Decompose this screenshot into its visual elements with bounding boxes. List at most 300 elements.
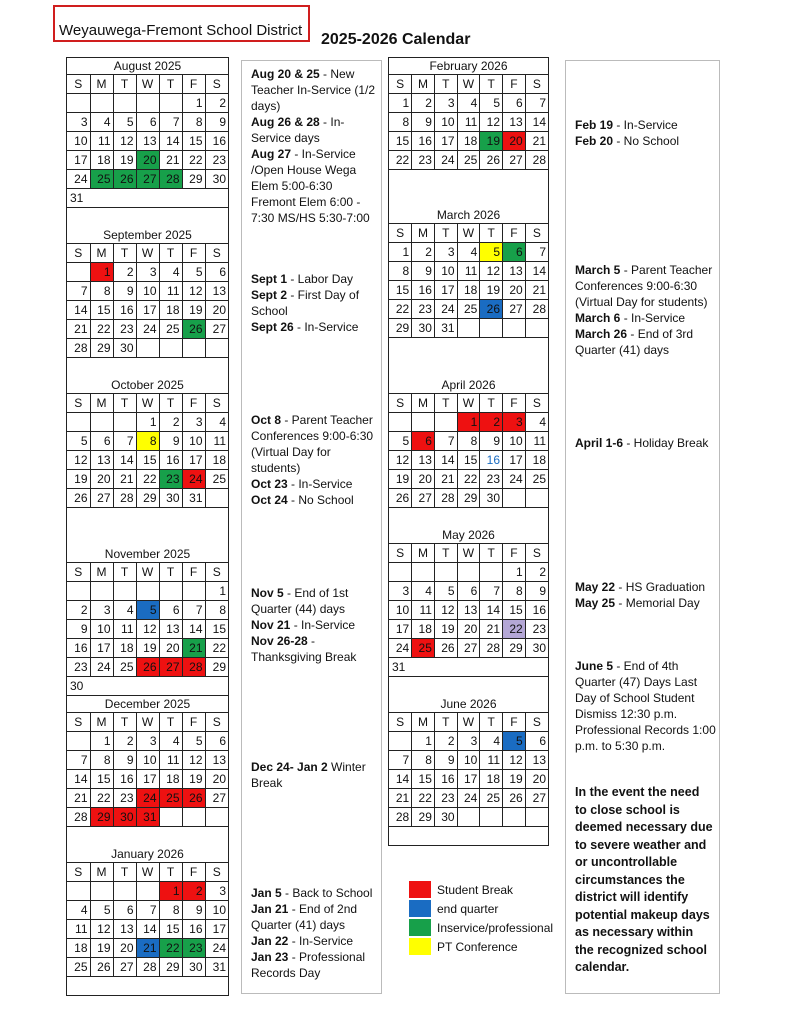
day-cell: 17 — [389, 620, 412, 639]
day-cell: 3 — [389, 582, 412, 601]
note-date: March 6 — [575, 311, 621, 325]
day-cell: 9 — [434, 751, 457, 770]
day-cell: 28 — [113, 489, 136, 508]
day-cell: 25 — [90, 170, 113, 189]
weekday-label: T — [480, 394, 503, 413]
note-entry — [251, 633, 379, 665]
day-cell: 16 — [159, 451, 182, 470]
month-title: September 2025 — [67, 227, 228, 244]
day-cell: 23 — [434, 789, 457, 808]
weekday-label: W — [457, 713, 480, 732]
weekday-header-row — [389, 224, 548, 243]
week-row — [67, 339, 228, 358]
notes-jun — [575, 658, 717, 754]
note-text: - In-Service — [287, 477, 353, 491]
day-cell: 9 — [412, 113, 435, 132]
day-cell: 28 — [67, 808, 90, 827]
week-row — [389, 563, 548, 582]
empty-cell — [503, 319, 526, 338]
week-row — [67, 939, 228, 958]
empty-cell — [205, 489, 228, 508]
week-row — [389, 770, 548, 789]
day-cell: 3 — [67, 113, 90, 132]
day-cell: 13 — [525, 751, 548, 770]
day-cell: 5 — [136, 601, 159, 620]
month-grid — [389, 394, 548, 508]
day-cell: 31 — [389, 658, 548, 677]
month-block-apr — [389, 377, 548, 508]
empty-cell — [136, 582, 159, 601]
day-cell: 27 — [457, 639, 480, 658]
weekday-label: W — [136, 75, 159, 94]
weekday-label: S — [67, 394, 90, 413]
day-cell: 13 — [205, 282, 228, 301]
day-cell: 28 — [67, 339, 90, 358]
weekday-label: F — [503, 224, 526, 243]
month-title: November 2025 — [67, 546, 228, 563]
day-cell: 20 — [525, 770, 548, 789]
day-cell: 22 — [182, 151, 205, 170]
day-cell: 5 — [182, 732, 205, 751]
empty-cell — [136, 339, 159, 358]
weekday-label: W — [457, 394, 480, 413]
day-cell: 12 — [136, 620, 159, 639]
day-cell: 14 — [434, 451, 457, 470]
day-cell: 9 — [205, 113, 228, 132]
day-cell: 16 — [434, 770, 457, 789]
day-cell: 27 — [205, 320, 228, 339]
day-cell: 31 — [136, 808, 159, 827]
weekday-label: S — [525, 224, 548, 243]
month-block-sep — [67, 227, 228, 358]
week-row — [389, 489, 548, 508]
week-row — [389, 620, 548, 639]
note-date: Aug 26 & 28 — [251, 115, 320, 129]
month-grid — [67, 75, 228, 208]
week-row — [67, 901, 228, 920]
day-cell: 30 — [113, 339, 136, 358]
day-cell: 7 — [434, 432, 457, 451]
day-cell: 8 — [90, 751, 113, 770]
day-cell: 11 — [67, 920, 90, 939]
week-row — [67, 113, 228, 132]
week-row — [389, 94, 548, 113]
day-cell: 8 — [90, 282, 113, 301]
weekday-label: S — [67, 563, 90, 582]
day-cell: 21 — [525, 281, 548, 300]
day-cell: 21 — [136, 939, 159, 958]
empty-cell — [67, 732, 90, 751]
note-date: Jan 5 — [251, 886, 282, 900]
day-cell: 7 — [113, 432, 136, 451]
week-row — [389, 789, 548, 808]
day-cell: 30 — [182, 958, 205, 977]
note-text: - In-Service — [293, 320, 359, 334]
week-row — [389, 751, 548, 770]
note-date: Aug 27 — [251, 147, 292, 161]
day-cell: 15 — [90, 770, 113, 789]
day-cell: 25 — [205, 470, 228, 489]
day-cell: 18 — [412, 620, 435, 639]
week-row — [67, 170, 228, 189]
day-cell: 12 — [113, 132, 136, 151]
weekday-label: F — [182, 863, 205, 882]
day-cell: 31 — [67, 189, 228, 208]
day-cell: 15 — [159, 920, 182, 939]
week-row — [67, 320, 228, 339]
day-cell: 9 — [67, 620, 90, 639]
day-cell: 24 — [90, 658, 113, 677]
weekday-label: M — [412, 713, 435, 732]
day-cell: 27 — [90, 489, 113, 508]
day-cell: 22 — [159, 939, 182, 958]
weekday-label: S — [525, 544, 548, 563]
day-cell: 20 — [412, 470, 435, 489]
day-cell: 14 — [525, 113, 548, 132]
day-cell: 7 — [136, 901, 159, 920]
empty-cell — [67, 582, 90, 601]
day-cell: 22 — [457, 470, 480, 489]
day-cell: 23 — [412, 300, 435, 319]
day-cell: 19 — [182, 301, 205, 320]
day-cell: 19 — [480, 281, 503, 300]
weekday-label: M — [412, 544, 435, 563]
day-cell: 18 — [525, 451, 548, 470]
empty-cell — [159, 582, 182, 601]
notes-feb — [575, 117, 717, 149]
note-entry — [251, 271, 379, 287]
weekday-label: W — [136, 244, 159, 263]
day-cell: 26 — [389, 489, 412, 508]
day-cell: 3 — [457, 732, 480, 751]
weekday-label: M — [90, 863, 113, 882]
weekday-label: S — [525, 75, 548, 94]
week-row — [67, 789, 228, 808]
week-row — [389, 281, 548, 300]
empty-cell — [205, 339, 228, 358]
day-cell: 5 — [434, 582, 457, 601]
note-text: - In-Service — [288, 934, 354, 948]
day-cell: 23 — [525, 620, 548, 639]
day-cell: 30 — [434, 808, 457, 827]
day-cell: 22 — [90, 789, 113, 808]
week-row — [67, 677, 228, 696]
day-cell: 6 — [525, 732, 548, 751]
day-cell: 12 — [480, 262, 503, 281]
month-title: January 2026 — [67, 846, 228, 863]
day-cell: 3 — [136, 263, 159, 282]
day-cell: 1 — [389, 243, 412, 262]
day-cell: 27 — [136, 170, 159, 189]
day-cell: 20 — [503, 132, 526, 151]
day-cell: 28 — [434, 489, 457, 508]
weekday-header-row — [67, 863, 228, 882]
note-entry — [575, 262, 717, 310]
day-cell: 26 — [503, 789, 526, 808]
day-cell: 10 — [182, 432, 205, 451]
month-title: March 2026 — [389, 207, 548, 224]
day-cell: 8 — [503, 582, 526, 601]
day-cell: 23 — [113, 320, 136, 339]
day-cell: 28 — [480, 639, 503, 658]
note-date: Nov 26-28 — [251, 634, 308, 648]
weekday-label: W — [457, 544, 480, 563]
day-cell: 6 — [205, 263, 228, 282]
weekday-label: S — [525, 713, 548, 732]
day-cell: 20 — [205, 770, 228, 789]
weekday-label: M — [412, 394, 435, 413]
day-cell: 17 — [457, 770, 480, 789]
week-row — [67, 451, 228, 470]
day-cell: 2 — [480, 413, 503, 432]
note-text: - End of 3rd Quarter (41) days — [575, 327, 694, 357]
empty-cell — [67, 94, 90, 113]
note-entry — [251, 617, 379, 633]
day-cell: 14 — [389, 770, 412, 789]
note-date: Sept 26 — [251, 320, 294, 334]
day-cell: 29 — [412, 808, 435, 827]
weekday-header-row — [67, 75, 228, 94]
note-text: - Parent Teacher Conferences 9:00-6:30 (Virtual Day for students) — [575, 263, 713, 309]
day-cell: 12 — [90, 920, 113, 939]
day-cell: 10 — [136, 751, 159, 770]
day-cell: 16 — [205, 132, 228, 151]
day-cell: 6 — [503, 243, 526, 262]
note-text: Winter Break — [251, 760, 366, 790]
note-text: - Memorial Day — [615, 596, 700, 610]
day-cell: 20 — [205, 301, 228, 320]
note-date: March 26 — [575, 327, 628, 341]
day-cell: 17 — [90, 639, 113, 658]
day-cell: 19 — [113, 151, 136, 170]
day-cell: 30 — [67, 677, 228, 696]
day-cell: 3 — [503, 413, 526, 432]
month-grid — [389, 544, 548, 677]
day-cell: 29 — [205, 658, 228, 677]
empty-cell — [412, 563, 435, 582]
day-cell: 26 — [182, 320, 205, 339]
day-cell: 11 — [205, 432, 228, 451]
day-cell: 28 — [136, 958, 159, 977]
month-grid — [389, 713, 548, 827]
empty-cell — [159, 94, 182, 113]
week-row — [389, 432, 548, 451]
day-cell: 24 — [136, 789, 159, 808]
empty-cell — [159, 339, 182, 358]
day-cell: 26 — [434, 639, 457, 658]
day-cell: 23 — [205, 151, 228, 170]
day-cell: 1 — [90, 263, 113, 282]
day-cell: 9 — [480, 432, 503, 451]
day-cell: 9 — [113, 282, 136, 301]
day-cell: 29 — [389, 319, 412, 338]
day-cell: 8 — [457, 432, 480, 451]
calendar-column-right — [388, 57, 549, 846]
day-cell: 11 — [412, 601, 435, 620]
note-date: June 5 — [575, 659, 614, 673]
note-entry — [251, 949, 379, 981]
day-cell: 7 — [67, 282, 90, 301]
note-entry — [251, 492, 379, 508]
day-cell: 4 — [113, 601, 136, 620]
day-cell: 8 — [182, 113, 205, 132]
weekday-label: S — [389, 75, 412, 94]
day-cell: 3 — [434, 94, 457, 113]
day-cell: 4 — [457, 243, 480, 262]
day-cell: 16 — [412, 281, 435, 300]
empty-cell — [480, 563, 503, 582]
day-cell: 1 — [159, 882, 182, 901]
empty-cell — [136, 94, 159, 113]
day-cell: 18 — [159, 770, 182, 789]
weekday-label: F — [503, 394, 526, 413]
month-grid — [389, 224, 548, 338]
day-cell: 6 — [412, 432, 435, 451]
weekday-label: M — [90, 563, 113, 582]
day-cell: 25 — [67, 958, 90, 977]
month-block-dec — [67, 696, 228, 827]
day-cell: 17 — [434, 281, 457, 300]
weekday-header-row — [389, 544, 548, 563]
empty-cell — [67, 263, 90, 282]
note-text: - In-Service days — [251, 115, 345, 145]
day-cell: 11 — [159, 751, 182, 770]
weekday-label: F — [182, 394, 205, 413]
week-row — [389, 413, 548, 432]
day-cell: 10 — [136, 282, 159, 301]
day-cell: 5 — [480, 243, 503, 262]
weekday-label: T — [480, 224, 503, 243]
legend-label: PT Conference — [437, 940, 518, 954]
note-text: - End of 2nd Quarter (41) days — [251, 902, 358, 932]
day-cell: 24 — [389, 639, 412, 658]
day-cell: 17 — [182, 451, 205, 470]
weekday-label: S — [67, 244, 90, 263]
day-cell: 8 — [205, 601, 228, 620]
day-cell: 1 — [503, 563, 526, 582]
day-cell: 14 — [67, 770, 90, 789]
note-text: - In-Service /Open House Wega Elem 5:00-6:30 Fremont Elem 6:00 - 7:30 MS/HS 5:30-7:00 — [251, 147, 370, 225]
day-cell: 5 — [113, 113, 136, 132]
note-date: Dec 24- Jan 2 — [251, 760, 328, 774]
day-cell: 19 — [136, 639, 159, 658]
closing-note: In the event the need to close school is deemed necessary due to severe weather and or uncontrollable circumstances the district will identify potential makeup days as necessary within the recognized school calendar. — [575, 785, 713, 974]
month-block-aug — [67, 58, 228, 208]
note-text: - In-Service — [290, 618, 356, 632]
day-cell: 4 — [480, 732, 503, 751]
day-cell: 2 — [182, 882, 205, 901]
week-row — [389, 639, 548, 658]
day-cell: 15 — [182, 132, 205, 151]
note-entry — [575, 658, 717, 754]
note-entry — [251, 412, 379, 476]
day-cell: 30 — [412, 319, 435, 338]
day-cell: 2 — [412, 243, 435, 262]
day-cell: 19 — [90, 939, 113, 958]
empty-cell — [434, 563, 457, 582]
day-cell: 6 — [205, 732, 228, 751]
day-cell: 29 — [90, 808, 113, 827]
weekday-label: W — [136, 394, 159, 413]
month-block-oct — [67, 377, 228, 508]
week-row — [67, 432, 228, 451]
weekday-label: T — [480, 713, 503, 732]
weekday-label: S — [205, 563, 228, 582]
weekday-label: M — [412, 224, 435, 243]
day-cell: 10 — [205, 901, 228, 920]
weekday-label: S — [205, 244, 228, 263]
week-row — [67, 489, 228, 508]
day-cell: 24 — [136, 320, 159, 339]
day-cell: 19 — [480, 132, 503, 151]
day-cell: 12 — [389, 451, 412, 470]
day-cell: 12 — [503, 751, 526, 770]
month-grid — [67, 863, 228, 977]
day-cell: 29 — [136, 489, 159, 508]
day-cell: 29 — [159, 958, 182, 977]
day-cell: 5 — [503, 732, 526, 751]
weekday-label: F — [503, 75, 526, 94]
day-cell: 12 — [182, 751, 205, 770]
day-cell: 25 — [412, 639, 435, 658]
week-row — [67, 601, 228, 620]
day-cell: 11 — [457, 113, 480, 132]
day-cell: 3 — [136, 732, 159, 751]
day-cell: 12 — [67, 451, 90, 470]
note-date: Feb 19 — [575, 118, 614, 132]
weekday-label: T — [113, 863, 136, 882]
empty-cell — [205, 808, 228, 827]
weekday-label: W — [136, 713, 159, 732]
weekday-label: T — [113, 394, 136, 413]
note-entry — [575, 310, 717, 326]
day-cell: 21 — [525, 132, 548, 151]
weekday-label: T — [113, 244, 136, 263]
day-cell: 8 — [159, 901, 182, 920]
week-row — [67, 189, 228, 208]
day-cell: 1 — [457, 413, 480, 432]
empty-cell — [525, 489, 548, 508]
day-cell: 23 — [182, 939, 205, 958]
day-cell: 23 — [113, 789, 136, 808]
day-cell: 22 — [389, 151, 412, 170]
day-cell: 23 — [480, 470, 503, 489]
day-cell: 15 — [412, 770, 435, 789]
legend-swatch — [409, 938, 431, 955]
day-cell: 1 — [90, 732, 113, 751]
note-date: May 25 — [575, 596, 616, 610]
note-entry — [251, 146, 379, 226]
empty-cell — [389, 732, 412, 751]
note-entry — [251, 287, 379, 319]
empty-cell — [90, 94, 113, 113]
day-cell: 15 — [503, 601, 526, 620]
day-cell: 17 — [136, 770, 159, 789]
month-title: December 2025 — [67, 696, 228, 713]
note-entry — [251, 585, 379, 617]
day-cell: 1 — [205, 582, 228, 601]
day-cell: 18 — [480, 770, 503, 789]
day-cell: 27 — [503, 300, 526, 319]
empty-cell — [67, 413, 90, 432]
week-row — [67, 639, 228, 658]
day-cell: 21 — [182, 639, 205, 658]
calendar-column-left — [66, 57, 229, 996]
note-entry — [251, 901, 379, 933]
note-text: - No School — [287, 493, 354, 507]
day-cell: 11 — [457, 262, 480, 281]
weekday-label: S — [389, 394, 412, 413]
